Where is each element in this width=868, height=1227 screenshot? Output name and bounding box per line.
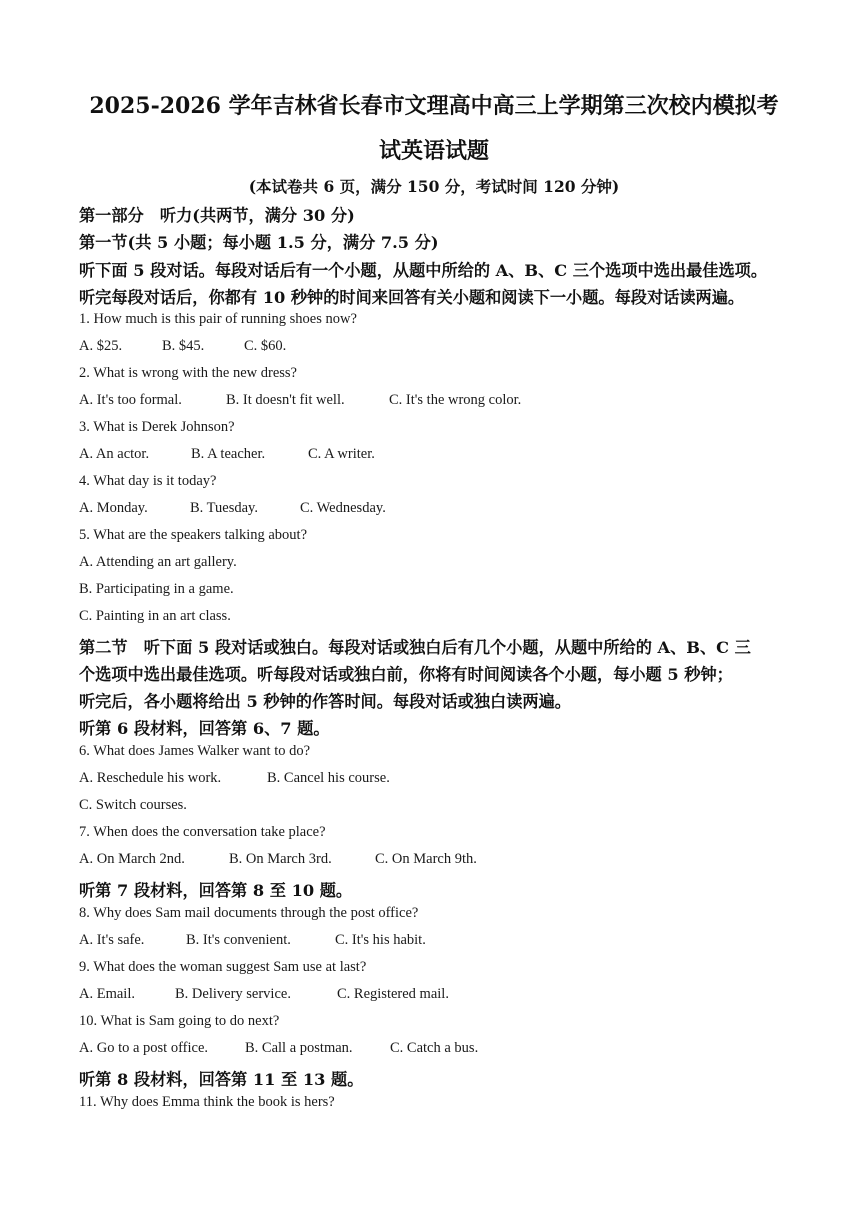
- question-8-option-b[interactable]: B. It's convenient.: [186, 932, 291, 948]
- question-1-option-a[interactable]: A. $25.: [79, 338, 123, 354]
- section2-instruction-1: 第二节 听下面 5 段对话或独白。每段对话或独白后有几个小题，从题中所给的 A、B、C 三: [79, 638, 751, 657]
- question-10-option-b[interactable]: B. Call a postman.: [245, 1040, 353, 1056]
- question-9-stem: 9. What does the woman suggest Sam use at last?: [79, 959, 367, 975]
- question-9-option-b[interactable]: B. Delivery service.: [175, 986, 291, 1002]
- question-1-options: [79, 338, 286, 355]
- question-3-options: [79, 446, 375, 463]
- question-10-options: [79, 1040, 478, 1057]
- question-2-option-c[interactable]: C. It's the wrong color.: [389, 392, 522, 408]
- question-2-option-b[interactable]: B. It doesn't fit well.: [226, 392, 345, 408]
- question-9-option-a[interactable]: A. Email.: [79, 986, 135, 1002]
- question-10-option-a[interactable]: A. Go to a post office.: [79, 1040, 208, 1056]
- question-10-option-c[interactable]: C. Catch a bus.: [390, 1040, 479, 1056]
- question-4-option-a[interactable]: A. Monday.: [79, 500, 148, 516]
- section1-heading: 第一节(共 5 小题；每小题 1.5 分，满分 7.5 分): [79, 233, 439, 252]
- question-5-option-b[interactable]: B. Participating in a game.: [79, 581, 234, 597]
- question-8-option-a[interactable]: A. It's safe.: [79, 932, 145, 948]
- section1-instruction-2: 听完每段对话后，你都有 10 秒钟的时间来回答有关小题和阅读下一小题。每段对话读两遍。: [79, 288, 745, 307]
- question-6-option-c[interactable]: C. Switch courses.: [79, 797, 187, 813]
- question-3-option-b[interactable]: B. A teacher.: [191, 446, 266, 462]
- question-7-option-b[interactable]: B. On March 3rd.: [229, 851, 332, 867]
- question-7-options: [79, 851, 477, 868]
- question-3-option-c[interactable]: C. A writer.: [308, 446, 375, 462]
- question-2-option-a[interactable]: A. It's too formal.: [79, 392, 182, 408]
- exam-title-line1: 2025-2026 学年吉林省长春市文理高中高三上学期第三次校内模拟考: [89, 93, 779, 119]
- material-6-heading: 听第 6 段材料，回答第 6、7 题。: [79, 719, 330, 738]
- section2-instruction-3: 听完后，各小题将给出 5 秒钟的作答时间。每段对话或独白读两遍。: [79, 692, 571, 711]
- question-4-options: [79, 500, 386, 517]
- question-6-option-b[interactable]: B. Cancel his course.: [267, 770, 390, 786]
- question-9-options: [79, 986, 449, 1003]
- question-8-options: [79, 932, 426, 949]
- question-5-option-a[interactable]: A. Attending an art gallery.: [79, 554, 237, 570]
- material-7-heading: 听第 7 段材料，回答第 8 至 10 题。: [79, 881, 353, 900]
- question-6-options: [79, 770, 390, 787]
- question-4-option-b[interactable]: B. Tuesday.: [190, 500, 258, 516]
- question-7-option-c[interactable]: C. On March 9th.: [375, 851, 477, 867]
- question-6-stem: 6. What does James Walker want to do?: [79, 743, 311, 759]
- question-4-option-c[interactable]: C. Wednesday.: [300, 500, 386, 516]
- section2-instruction-2: 个选项中选出最佳选项。听每段对话或独白前，你将有时间阅读各个小题，每小题 5 秒钟；: [79, 665, 733, 684]
- exam-subtitle: (本试卷共 6 页，满分 150 分，考试时间 120 分钟): [248, 177, 620, 196]
- question-2-stem: 2. What is wrong with the new dress?: [79, 365, 297, 381]
- question-8-stem: 8. Why does Sam mail documents through the post office?: [79, 905, 419, 921]
- question-7-option-a[interactable]: A. On March 2nd.: [79, 851, 185, 867]
- question-3-stem: 3. What is Derek Johnson?: [79, 419, 235, 435]
- question-7-stem: 7. When does the conversation take place?: [79, 824, 326, 840]
- question-11-stem: 11. Why does Emma think the book is hers?: [79, 1094, 335, 1110]
- question-2-options: [79, 392, 521, 409]
- question-10-stem: 10. What is Sam going to do next?: [79, 1013, 280, 1029]
- question-8-option-c[interactable]: C. It's his habit.: [335, 932, 426, 948]
- part1-heading: 第一部分 听力(共两节，满分 30 分): [79, 206, 355, 225]
- material-8-heading: 听第 8 段材料，回答第 11 至 13 题。: [79, 1070, 364, 1089]
- question-3-option-a[interactable]: A. An actor.: [79, 446, 150, 462]
- question-4-stem: 4. What day is it today?: [79, 473, 217, 489]
- question-5-stem: 5. What are the speakers talking about?: [79, 527, 308, 543]
- question-1-option-c[interactable]: C. $60.: [244, 338, 287, 354]
- question-5-option-c[interactable]: C. Painting in an art class.: [79, 608, 231, 624]
- question-6-option-a[interactable]: A. Reschedule his work.: [79, 770, 222, 786]
- question-9-option-c[interactable]: C. Registered mail.: [337, 986, 449, 1002]
- section1-instruction-1: 听下面 5 段对话。每段对话后有一个小题，从题中所给的 A、B、C 三个选项中选出最佳选项。: [79, 261, 768, 280]
- question-1-stem: 1. How much is this pair of running shoes now?: [79, 311, 357, 327]
- exam-title-line2: 试英语试题: [378, 138, 489, 164]
- question-1-option-b[interactable]: B. $45.: [162, 338, 205, 354]
